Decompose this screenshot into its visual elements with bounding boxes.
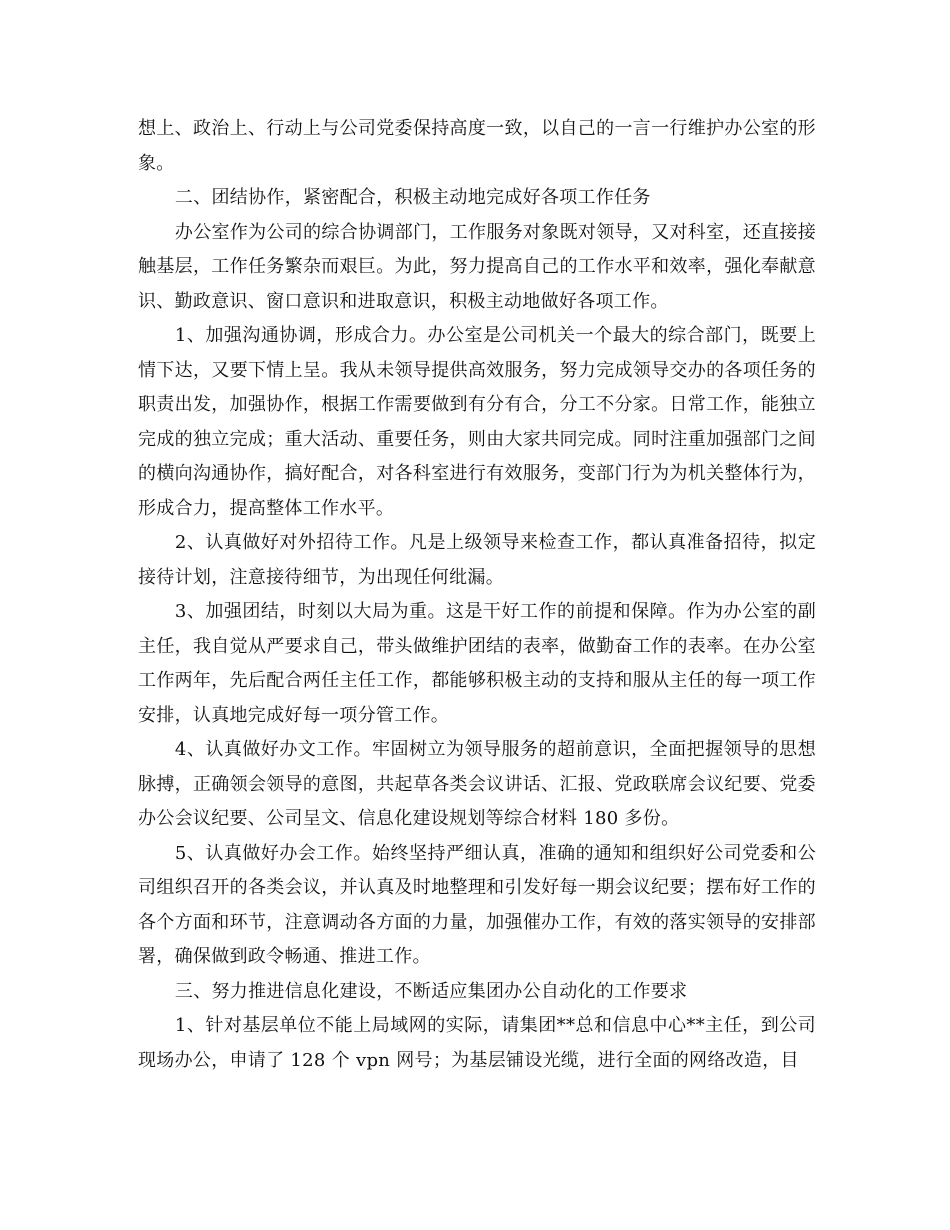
section-heading-informatization: 三、努力推进信息化建设，不断适应集团办公自动化的工作要求 bbox=[174, 980, 688, 1002]
paragraph-unity: 3、加强团结，时刻以大局为重。这是干好工作的前提和保障。作为办公室的副主任，我自觉从严要求自己，带头做维护团结的表率，做勤奋工作的表率。在办公室工作两年，先后配合两任主任工作，都能够积极主动的支持和服从主任的每一项工作安排，认真地完成好每一项分管工作。 bbox=[138, 601, 816, 726]
paragraph-office-role: 办公室作为公司的综合协调部门，工作服务对象既对领导，又对科室，还直接接触基层，工作任务繁杂而艰巨。为此，努力提高自己的工作水平和效率，强化奉献意识、勤政意识、窗口意识和进取意识，积极主动地做好各项工作。 bbox=[138, 221, 816, 312]
document-body bbox=[138, 112, 816, 1078]
section-heading-teamwork: 二、团结协作，紧密配合，积极主动地完成好各项工作任务 bbox=[174, 187, 651, 208]
paragraph-meetings: 5、认真做好办会工作。始终坚持严细认真，准确的通知和组织好公司党委和公司组织召开的各类会议，并认真及时地整理和引发好每一期会议纪要；摆布好工作的各个方面和环节，注意调动各方面的力量，加强催办工作，有效的落实领导的安排部署，确保做到政令畅通、推进工作。 bbox=[138, 842, 816, 967]
paragraph-political-alignment: 想上、政治上、行动上与公司党委保持高度一致，以自己的一言一行维护办公室的形象。 bbox=[138, 118, 816, 174]
paragraph-reception: 2、认真做好对外招待工作。凡是上级领导来检查工作，都认真准备招待，拟定接待计划，注意接待细节，为出现任何纰漏。 bbox=[138, 532, 816, 588]
paragraph-communication: 1、加强沟通协调，形成合力。办公室是公司机关一个最大的综合部门，既要上情下达，又要下情上呈。我从未领导提供高效服务，努力完成领导交办的各项任务的职责出发，加强协作，根据工作需要做到有分有合，分工不分家。日常工作，能独立完成的独立完成；重大活动、重要任务，则由大家共同完成。同时注重加强部门之间的横向沟通协作，搞好配合，对各科室进行有效服务，变部门行为为机关整体行为，形成合力，提高整体工作水平。 bbox=[138, 325, 816, 519]
paragraph-documents: 4、认真做好办文工作。牢固树立为领导服务的超前意识，全面把握领导的思想脉搏，正确领会领导的意图，共起草各类会议讲话、汇报、党政联席会议纪要、党委办公会议纪要、公司呈文、信息化建设规划等综合材料 180 多份。 bbox=[138, 739, 816, 829]
paragraph-network: 1、针对基层单位不能上局域网的实际，请集团**总和信息中心**主任，到公司现场办公，申请了 128 个 vpn 网号；为基层铺设光缆，进行全面的网络改造，目 bbox=[138, 1015, 816, 1071]
